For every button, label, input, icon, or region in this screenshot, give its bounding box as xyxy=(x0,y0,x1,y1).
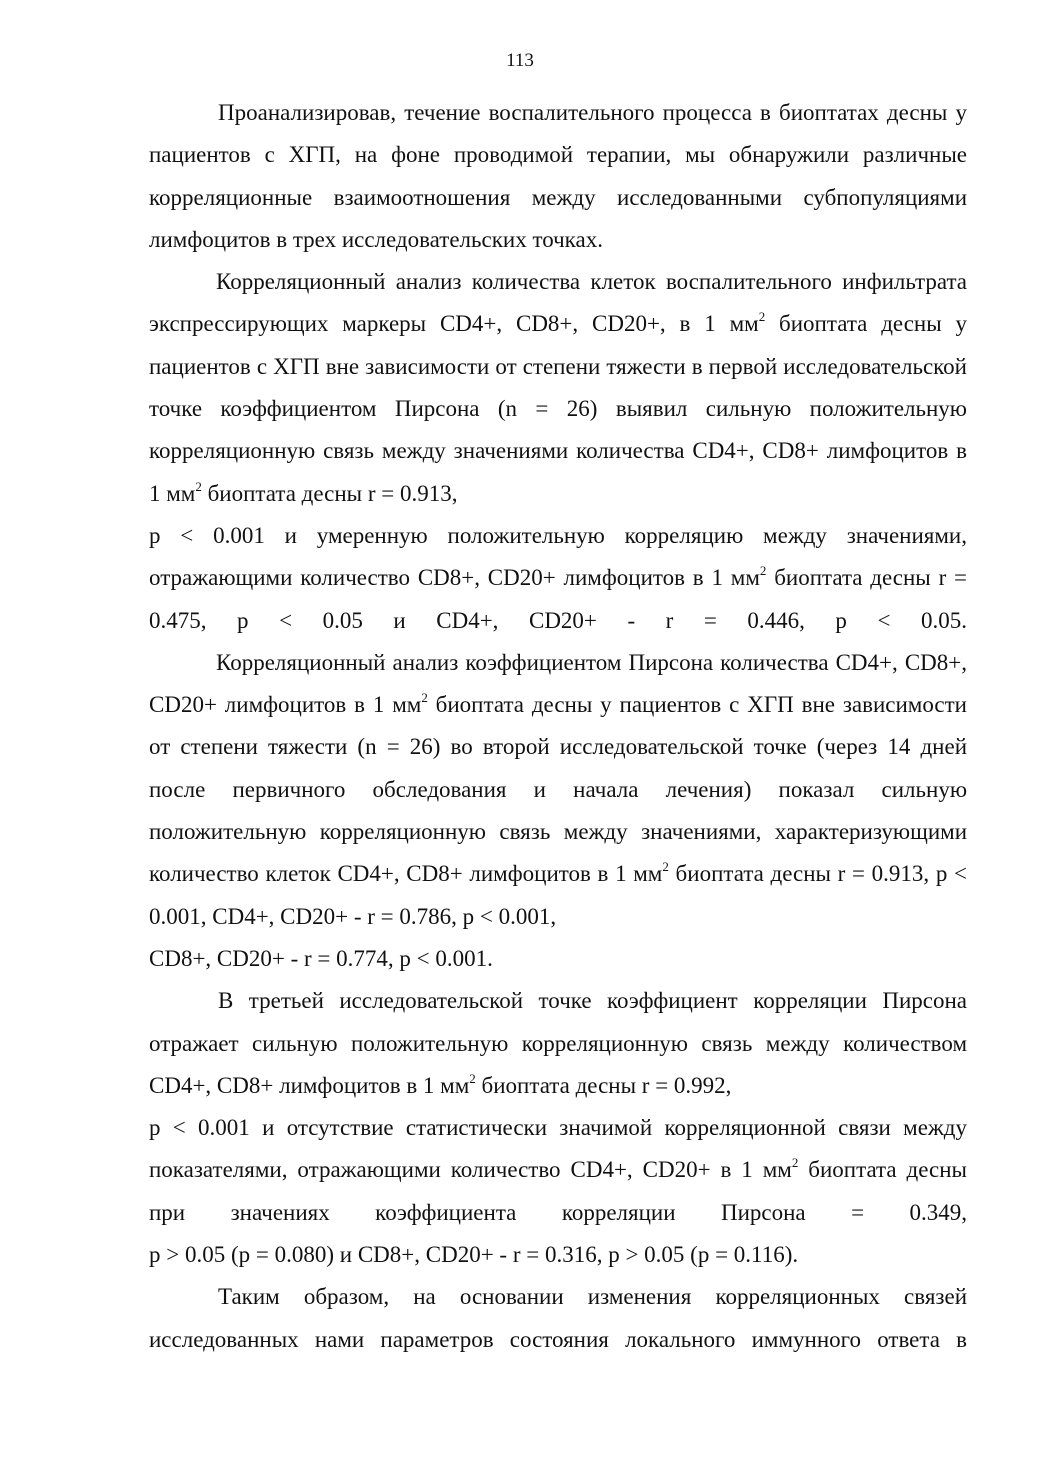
paragraph-2-continued xyxy=(149,515,967,642)
superscript-2: 2 xyxy=(758,309,766,325)
superscript-2: 2 xyxy=(195,478,202,494)
paragraph-3-part-b: биоптата десны у пациентов с ХГП вне зависимости от степени тяжести (n = 26) во второй исследовательской точке (через 14 дней после первичного обследования и начала лечения) показал сильную положительную корреляционную связь между значениями, характеризующими количество клеток CD4+, CD8+ лимфоцитов в 1 мм xyxy=(149,692,967,887)
paragraph-4-part-a: В третьей исследовательской точке коэффициент корреляции Пирсона отражает сильную положительную корреляционную связь между количеством CD4+, CD8+ лимфоцитов в 1 мм xyxy=(149,988,967,1098)
document-body xyxy=(149,92,967,1361)
paragraph-4-part-b: биоптата десны r = 0.992, xyxy=(475,1072,732,1098)
paragraph-3-last-line: CD8+, CD20+ - r = 0.774, p < 0.001. xyxy=(149,945,493,971)
paragraph-2-part-b: биоптата десны у пациентов с ХГП вне зависимости от степени тяжести в первой исследовательской точке коэффициентом Пирсона (n = 26) выявил сильную положительную корреляционную связь между значениями количества CD4+, CD8+ лимфоцитов в 1 мм xyxy=(149,311,968,506)
superscript-2: 2 xyxy=(662,859,669,875)
paragraph-4 xyxy=(149,980,967,1107)
superscript-2: 2 xyxy=(469,1070,476,1086)
paragraph-3-part-a: Корреляционный анализ коэффициентом Пирсона количества CD4+, CD8+, CD20+ лимфоцитов в 1 мм xyxy=(149,649,967,718)
page-number: 113 xyxy=(506,50,534,71)
superscript-2: 2 xyxy=(791,1155,799,1171)
superscript-2: 2 xyxy=(421,690,428,706)
superscript-2: 2 xyxy=(759,563,767,579)
paragraph-3-part-c: биоптата десны r = 0.913, p < 0.001, CD4+, CD20+ - r = 0.786, p < 0.001, xyxy=(149,861,967,929)
paragraph-4-part-c: p < 0.001 и отсутствие статистически значимой корреляционной связи между показателями, отражающими количество CD4+, CD20+ в 1 мм xyxy=(149,1115,967,1183)
paragraph-2-part-d: p < 0.001 и умеренную положительную корреляцию между значениями, отражающими количество CD8+, CD20+ лимфоцитов в 1 мм xyxy=(149,522,967,591)
paragraph-4-continued xyxy=(149,1107,967,1234)
paragraph-2-part-e: биоптата десны r = 0.475, p < 0.05 и CD4+, CD20+ - r = 0.446, p < 0.05. xyxy=(149,565,968,633)
paragraph-5: Таким образом, на основании изменения корреляционных связей исследованных нами параметров состояния локального иммунного ответа в xyxy=(149,1284,967,1352)
paragraph-4-part-d: биоптата десны при значениях коэффициента корреляции Пирсона = 0.349, xyxy=(149,1157,967,1225)
paragraph-1: Проанализировав, течение воспалительного процесса в биоптатах десны у пациентов с ХГП, на фоне проводимой терапии, мы обнаружили различные корреляционные взаимоотношения между исследованными субпопуляциями лимфоцитов в трех исследовательских точках. xyxy=(149,100,967,252)
paragraph-2 xyxy=(149,261,967,515)
paragraph-4-last-line: p > 0.05 (p = 0.080) и CD8+, CD20+ - r = 0.316, p > 0.05 (p = 0.116). xyxy=(149,1242,799,1268)
paragraph-2-part-c: биоптата десны r = 0.913, xyxy=(201,480,458,506)
paragraph-3 xyxy=(149,642,967,938)
paragraph-2-part-a: Корреляционный анализ количества клеток воспалительного инфильтрата экспрессирующих маркеры CD4+, CD8+, CD20+, в 1 мм xyxy=(149,269,967,337)
